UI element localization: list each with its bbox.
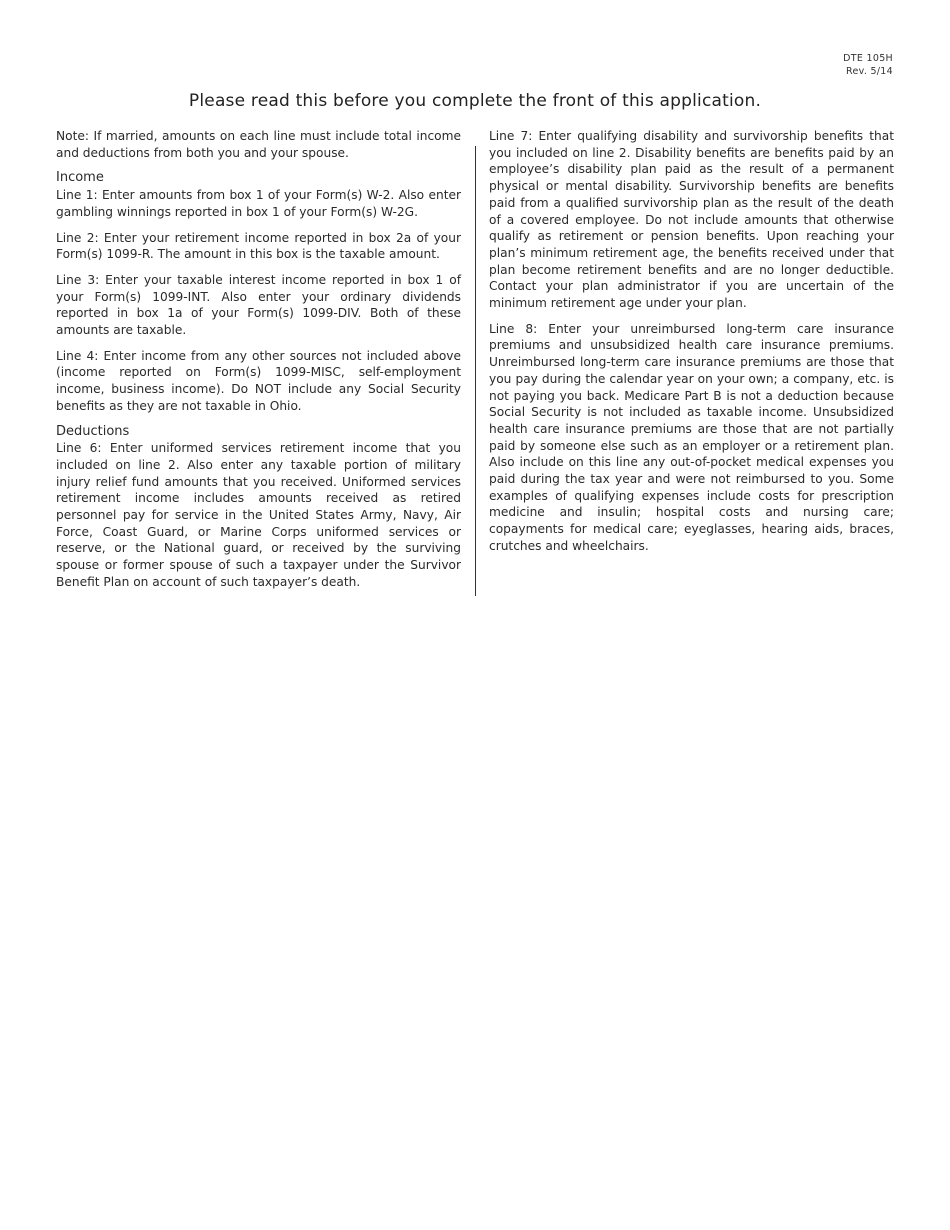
deductions-heading: Deductions	[56, 423, 130, 439]
line7-instructions: Line 7: Enter qualifying disability and survivorship benefits that you included on line 2. Disability benefits are benefits paid by an employee’s disability plan paid as the result of a permanent physical or mental disability. Survivorship benefits are benefits paid from a qualified survivorship plan as the result of the death of a covered employee. Do not include amounts that otherwise qualify as retirement or pension benefits. Upon reaching your plan’s minimum retirement age, the benefits received under that plan become retirement benefits and are no longer deductible. Contact your plan administrator if you are uncertain of the minimum retirement age under your plan.	[489, 129, 894, 311]
line6-instructions: Line 6: Enter uniformed services retirement income that you included on line 2. Also enter any taxable portion of military injury relief fund amounts that you received. Uniformed services retirement income includes amounts received as retired personnel pay for service in the United States Army, Navy, Air Force, Coast Guard, or Marine Corps uniformed services or reserve, or the National guard, or received by the surviving spouse or former spouse of such a taxpayer under the Survivor Benefit Plan on account of such taxpayer’s death.	[56, 441, 461, 589]
note-paragraph: Note: If married, amounts on each line must include total income and deductions from both you and your spouse.	[56, 129, 461, 160]
page-heading: Please read this before you complete the front of this application.	[188, 91, 762, 111]
line4-instructions: Line 4: Enter income from any other sources not included above (income reported on Form(s) 1099-MISC, self-employment income, business income). Do NOT include any Social Security benefits as they are not taxable in Ohio.	[56, 348, 461, 413]
right-column	[489, 128, 894, 564]
column-divider	[475, 146, 476, 596]
form-revision: Rev. 5/14	[846, 66, 893, 77]
line2-instructions: Line 2: Enter your retirement income reported in box 2a of your Form(s) 1099-R. The amount in this box is the taxable amount.	[56, 230, 461, 262]
line8-instructions: Line 8: Enter your unreimbursed long-term care insurance premiums and unsubsidized health care insurance premiums. Unreimbursed long-term care insurance premiums are those that you pay during the calendar year on your own; a company, etc. is not paying you back. Medicare Part B is not a deduction because Social Security is not included as taxable income. Unsubsidized health care insurance premiums are those that are not partially paid by someone else such as an employer or a retirement plan. Also include on this line any out-of-pocket medical expenses you paid during the tax year and were not reimbursed to you. Some examples of qualifying expenses include costs for prescription medicine and insulin; hospital costs and nursing care; copayments for medical care; eyeglasses, hearing aids, braces, crutches and wheelchairs.	[489, 321, 894, 553]
line1-instructions: Line 1: Enter amounts from box 1 of your Form(s) W-2. Also enter gambling winnings reported in box 1 of your Form(s) W-2G.	[56, 188, 461, 219]
income-section	[56, 170, 461, 220]
line3-instructions: Line 3: Enter your taxable interest income reported in box 1 of your Form(s) 1099-INT. Also enter your ordinary dividends reported in box 1a of your Form(s) 1099-DIV. Both of these amounts are taxable.	[56, 272, 461, 338]
income-heading: Income	[56, 170, 104, 186]
form-identifier	[810, 52, 893, 78]
left-column	[56, 128, 461, 600]
form-number: DTE 105H	[843, 53, 893, 64]
deductions-section	[56, 424, 461, 591]
